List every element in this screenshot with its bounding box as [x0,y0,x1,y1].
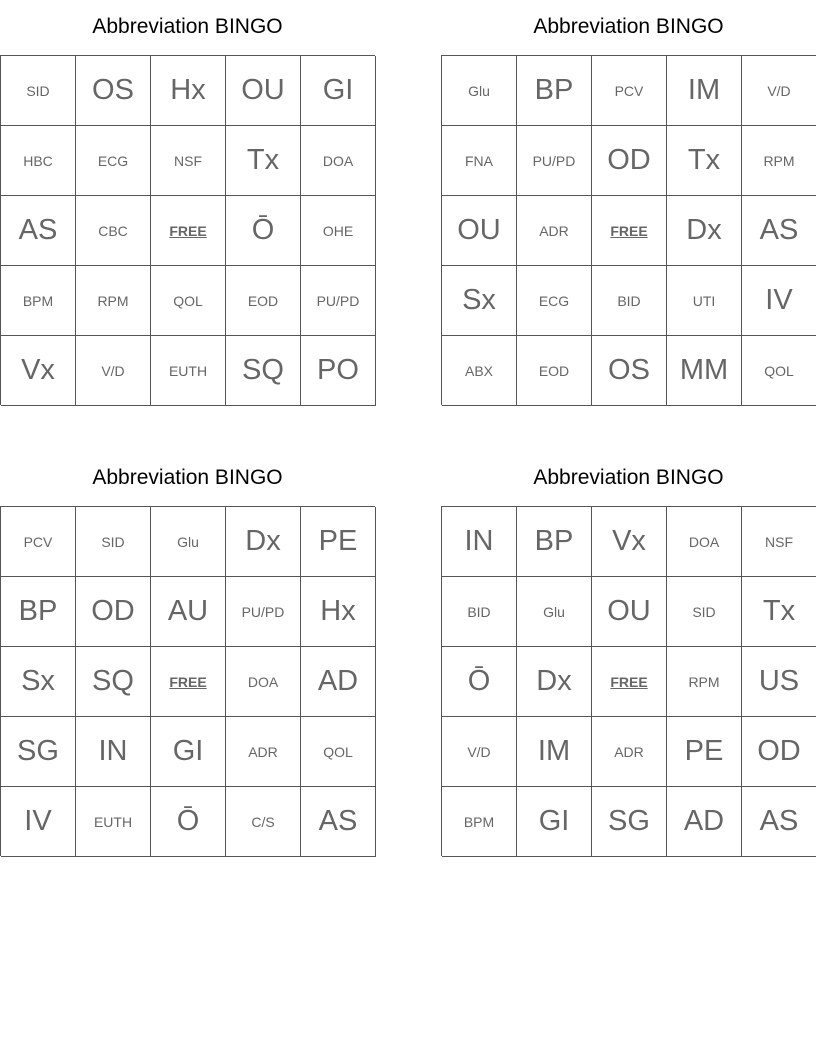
bingo-cell: OU [592,577,667,647]
bingo-cell: Sx [442,266,517,336]
bingo-cell: OS [592,336,667,406]
bingo-cell: AU [151,577,226,647]
bingo-cell: MM [667,336,742,406]
free-space-cell: FREE [592,647,667,717]
bingo-cell: DOA [667,507,742,577]
bingo-cell: OD [592,126,667,196]
bingo-cell: BPM [442,787,517,857]
bingo-cell: V/D [76,336,151,406]
bingo-cell: SID [76,507,151,577]
bingo-cell: IV [742,266,816,336]
bingo-card-3 [0,463,375,856]
bingo-cell: PCV [1,507,76,577]
bingo-cell: QOL [151,266,226,336]
free-space-cell: FREE [151,647,226,717]
bingo-cell: Hx [301,577,376,647]
bingo-cell: V/D [742,56,816,126]
bingo-cell: CBC [76,196,151,266]
bingo-cell: PO [301,336,376,406]
bingo-cell: ADR [226,717,301,787]
bingo-cell: BP [517,507,592,577]
bingo-cell: EUTH [76,787,151,857]
bingo-cell: BP [1,577,76,647]
bingo-cell: EUTH [151,336,226,406]
bingo-cell: Ō [151,787,226,857]
bingo-cell: FNA [442,126,517,196]
bingo-cell: GI [301,56,376,126]
bingo-cell: OU [442,196,517,266]
free-space-cell: FREE [592,196,667,266]
free-space-cell: FREE [151,196,226,266]
bingo-grid [0,506,375,856]
bingo-cell: IN [442,507,517,577]
bingo-cell: Glu [517,577,592,647]
card-title: Abbreviation BINGO [533,466,724,489]
bingo-card-1 [0,12,375,405]
bingo-cell: V/D [442,717,517,787]
bingo-cell: PU/PD [301,266,376,336]
bingo-cell: Dx [226,507,301,577]
bingo-cell: Glu [151,507,226,577]
bingo-cell: OU [226,56,301,126]
bingo-cell: UTI [667,266,742,336]
card-title: Abbreviation BINGO [92,15,283,38]
bingo-cell: AS [742,196,816,266]
bingo-cell: HBC [1,126,76,196]
bingo-cell: Hx [151,56,226,126]
bingo-cell: AS [742,787,816,857]
bingo-cell: ABX [442,336,517,406]
bingo-cell: SG [592,787,667,857]
bingo-cell: BPM [1,266,76,336]
bingo-cell: SQ [76,647,151,717]
bingo-cell: Vx [592,507,667,577]
bingo-cell: Tx [667,126,742,196]
bingo-cell: Tx [742,577,816,647]
bingo-cell: RPM [76,266,151,336]
bingo-cell: Ō [442,647,517,717]
bingo-grid [441,55,816,405]
bingo-cell: EOD [517,336,592,406]
bingo-cell: Dx [517,647,592,717]
bingo-cell: GI [517,787,592,857]
bingo-cell: Vx [1,336,76,406]
bingo-cell: SID [1,56,76,126]
bingo-cell: AD [667,787,742,857]
bingo-cell: IM [667,56,742,126]
bingo-cell: QOL [742,336,816,406]
bingo-cell: BP [517,56,592,126]
bingo-cell: Tx [226,126,301,196]
bingo-cell: IV [1,787,76,857]
bingo-cell: IM [517,717,592,787]
bingo-cell: Ō [226,196,301,266]
bingo-cell: IN [76,717,151,787]
bingo-cell: BID [442,577,517,647]
bingo-cell: OS [76,56,151,126]
card-title: Abbreviation BINGO [533,15,724,38]
bingo-cell: PU/PD [517,126,592,196]
bingo-cell: US [742,647,816,717]
bingo-cell: AS [301,787,376,857]
bingo-cell: OD [76,577,151,647]
bingo-cell: DOA [226,647,301,717]
bingo-cell: Glu [442,56,517,126]
bingo-cell: Dx [667,196,742,266]
bingo-cell: EOD [226,266,301,336]
bingo-cell: ADR [517,196,592,266]
bingo-cell: SID [667,577,742,647]
bingo-cell: QOL [301,717,376,787]
bingo-cell: GI [151,717,226,787]
bingo-cell: ADR [592,717,667,787]
bingo-grid [0,55,375,405]
bingo-cell: AD [301,647,376,717]
bingo-card-2 [441,12,816,405]
bingo-cell: SQ [226,336,301,406]
bingo-cell: NSF [151,126,226,196]
bingo-cell: BID [592,266,667,336]
bingo-cell: RPM [667,647,742,717]
bingo-cell: ECG [517,266,592,336]
bingo-cell: PE [667,717,742,787]
bingo-cell: DOA [301,126,376,196]
bingo-cell: PE [301,507,376,577]
bingo-cell: Sx [1,647,76,717]
bingo-cell: PCV [592,56,667,126]
card-title: Abbreviation BINGO [92,466,283,489]
bingo-cell: PU/PD [226,577,301,647]
bingo-cell: ECG [76,126,151,196]
bingo-cell: C/S [226,787,301,857]
bingo-cell: OHE [301,196,376,266]
bingo-cell: SG [1,717,76,787]
bingo-cell: RPM [742,126,816,196]
bingo-cell: AS [1,196,76,266]
bingo-grid [441,506,816,856]
bingo-cell: NSF [742,507,816,577]
bingo-card-4 [441,463,816,856]
bingo-cell: OD [742,717,816,787]
